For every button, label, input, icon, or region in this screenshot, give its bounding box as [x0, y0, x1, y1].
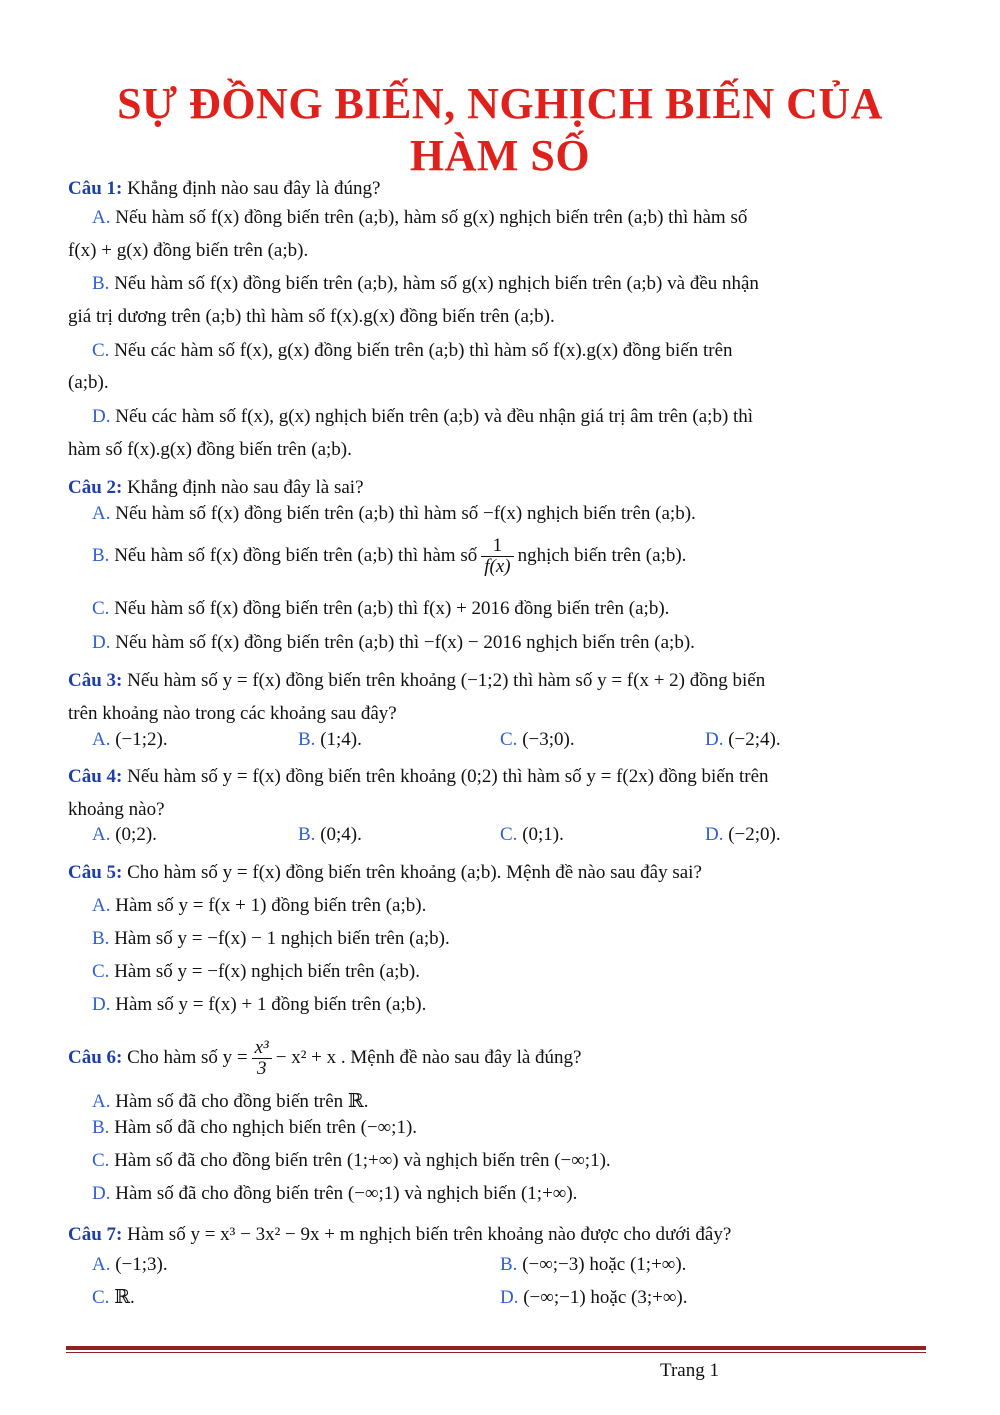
q3-option-d[interactable]	[705, 727, 781, 753]
q1-label: Câu 1:	[68, 178, 123, 199]
q1-option-d-cont: hàm số f(x).g(x) đồng biến trên (a;b).	[68, 439, 352, 460]
q1-option-b[interactable]	[92, 271, 759, 297]
q4-stem-cont: khoảng nào?	[68, 799, 165, 820]
q1-c-text: Nếu các hàm số f(x), g(x) đồng biến trên (a;b) thì hàm số f(x).g(x) đồng biến trên	[114, 340, 733, 361]
q6-d-label: D.	[92, 1183, 111, 1204]
q6-c-label: C.	[92, 1150, 110, 1171]
q3-c-label: C.	[500, 729, 518, 750]
q1-d-text: Nếu các hàm số f(x), g(x) nghịch biến trên (a;b) và đều nhận giá trị âm trên (a;b) thì	[115, 406, 754, 427]
q5-option-c[interactable]	[92, 959, 420, 985]
q3-d-text: (−2;4).	[728, 729, 781, 750]
q3-stem-text: Nếu hàm số y = f(x) đồng biến trên khoảng (−1;2) thì hàm số y = f(x + 2) đồng biến	[127, 670, 766, 691]
q2-b-text-post: nghịch biến trên (a;b).	[517, 545, 687, 566]
q4-d-text: (−2;0).	[728, 824, 781, 845]
q4-b-label: B.	[298, 824, 316, 845]
q2-d-text: Nếu hàm số f(x) đồng biến trên (a;b) thì −f(x) − 2016 nghịch biến trên (a;b).	[115, 632, 695, 653]
q4-stem-text: Nếu hàm số y = f(x) đồng biến trên khoảng (0;2) thì hàm số y = f(2x) đồng biến trên	[127, 766, 769, 787]
q6-stem-post: − x² + x . Mệnh đề nào sau đây là đúng?	[275, 1047, 582, 1068]
q2-stem	[68, 475, 364, 501]
q4-label: Câu 4:	[68, 766, 123, 787]
q5-stem-text: Cho hàm số y = f(x) đồng biến trên khoảng (a;b). Mệnh đề nào sau đây sai?	[127, 862, 702, 883]
q6-option-b[interactable]	[92, 1115, 417, 1141]
q7-option-a[interactable]	[92, 1252, 168, 1278]
q6-a-text: Hàm số đã cho đồng biến trên ℝ.	[115, 1091, 369, 1112]
q5-option-a[interactable]	[92, 893, 426, 919]
q6-label: Câu 6:	[68, 1047, 123, 1068]
q4-b-text: (0;4).	[320, 824, 362, 845]
q7-b-text: (−∞;−3) hoặc (1;+∞).	[522, 1254, 687, 1275]
q2-option-c[interactable]	[92, 596, 669, 622]
q6-stem-pre: Cho hàm số y =	[127, 1047, 248, 1068]
q3-a-text: (−1;2).	[115, 729, 168, 750]
q5-b-text: Hàm số y = −f(x) − 1 nghịch biến trên (a;b).	[114, 928, 450, 949]
q5-option-d[interactable]	[92, 992, 426, 1018]
q3-d-label: D.	[705, 729, 724, 750]
q4-stem	[68, 764, 769, 790]
q3-option-b[interactable]	[298, 727, 362, 753]
q1-option-c-cont: (a;b).	[68, 372, 109, 393]
q7-b-label: B.	[500, 1254, 518, 1275]
q1-option-c[interactable]	[92, 338, 733, 364]
q7-option-b[interactable]	[500, 1252, 686, 1278]
q6-frac-num: x³	[252, 1038, 272, 1059]
q3-c-text: (−3;0).	[522, 729, 575, 750]
q2-b-text-pre: Nếu hàm số f(x) đồng biến trên (a;b) thì hàm số	[114, 545, 478, 566]
q6-b-text: Hàm số đã cho nghịch biến trên (−∞;1).	[114, 1117, 418, 1138]
q6-d-text: Hàm số đã cho đồng biến trên (−∞;1) và nghịch biến (1;+∞).	[115, 1183, 578, 1204]
q6-option-d[interactable]	[92, 1181, 577, 1207]
q2-b-frac-den: f(x)	[484, 556, 511, 578]
q2-option-b[interactable]	[92, 536, 686, 577]
footer-divider-thin	[66, 1352, 926, 1353]
q7-option-c[interactable]	[92, 1285, 135, 1311]
q2-option-d[interactable]	[92, 630, 695, 656]
q7-a-label: A.	[92, 1254, 111, 1275]
q2-b-frac-num: 1	[481, 536, 513, 557]
q7-label: Câu 7:	[68, 1224, 123, 1245]
q5-c-label: C.	[92, 961, 110, 982]
q1-option-b-cont: giá trị dương trên (a;b) thì hàm số f(x).g(x) đồng biến trên (a;b).	[68, 306, 555, 327]
q4-option-d[interactable]	[705, 822, 781, 848]
q5-option-b[interactable]	[92, 926, 450, 952]
q3-stem-cont: trên khoảng nào trong các khoảng sau đây?	[68, 703, 397, 724]
q2-c-label: C.	[92, 598, 110, 619]
q1-b-text: Nếu hàm số f(x) đồng biến trên (a;b), hàm số g(x) nghịch biến trên (a;b) và đều nhận	[114, 273, 759, 294]
q6-fraction	[252, 1038, 272, 1079]
footer-divider-thick	[66, 1346, 926, 1350]
q3-option-c[interactable]	[500, 727, 575, 753]
q6-c-text: Hàm số đã cho đồng biến trên (1;+∞) và nghịch biến trên (−∞;1).	[114, 1150, 611, 1171]
q7-c-label: C.	[92, 1287, 110, 1308]
q4-c-label: C.	[500, 824, 518, 845]
q2-d-label: D.	[92, 632, 111, 653]
q3-stem	[68, 668, 765, 694]
q7-stem-text: Hàm số y = x³ − 3x² − 9x + m nghịch biến trên khoảng nào được cho dưới đây?	[127, 1224, 732, 1245]
q7-d-text: (−∞;−1) hoặc (3;+∞).	[523, 1287, 688, 1308]
q7-option-d[interactable]	[500, 1285, 687, 1311]
q5-label: Câu 5:	[68, 862, 123, 883]
q4-d-label: D.	[705, 824, 724, 845]
q1-option-d[interactable]	[92, 404, 753, 430]
q6-a-label: A.	[92, 1091, 111, 1112]
q1-stem	[68, 176, 380, 202]
q2-b-label: B.	[92, 545, 110, 566]
q4-option-a[interactable]	[92, 822, 157, 848]
q1-c-label: C.	[92, 340, 110, 361]
q1-stem-text: Khẳng định nào sau đây là đúng?	[127, 178, 381, 199]
q7-a-text: (−1;3).	[115, 1254, 168, 1275]
q3-option-a[interactable]	[92, 727, 168, 753]
q5-c-text: Hàm số y = −f(x) nghịch biến trên (a;b).	[114, 961, 421, 982]
q1-a-label: A.	[92, 207, 111, 228]
q5-d-text: Hàm số y = f(x) + 1 đồng biến trên (a;b).	[115, 994, 427, 1015]
q5-a-label: A.	[92, 895, 111, 916]
q2-c-text: Nếu hàm số f(x) đồng biến trên (a;b) thì f(x) + 2016 đồng biến trên (a;b).	[114, 598, 670, 619]
q5-d-label: D.	[92, 994, 111, 1015]
q2-option-a[interactable]	[92, 501, 696, 527]
q3-b-text: (1;4).	[320, 729, 362, 750]
q6-option-a[interactable]	[92, 1089, 368, 1115]
q3-label: Câu 3:	[68, 670, 123, 691]
page-number: Trang 1	[660, 1360, 719, 1381]
q3-a-label: A.	[92, 729, 111, 750]
q1-d-label: D.	[92, 406, 111, 427]
q2-a-label: A.	[92, 503, 111, 524]
page-title-line-1: SỰ ĐỒNG BIẾN, NGHỊCH BIẾN CỦA	[117, 79, 883, 128]
q4-option-b[interactable]	[298, 822, 362, 848]
q7-d-label: D.	[500, 1287, 519, 1308]
q7-stem	[68, 1222, 731, 1248]
q2-stem-text: Khẳng định nào sau đây là sai?	[127, 477, 364, 498]
q4-option-c[interactable]	[500, 822, 564, 848]
q6-stem	[68, 1036, 582, 1080]
q4-a-label: A.	[92, 824, 111, 845]
q2-label: Câu 2:	[68, 477, 123, 498]
page-title-line-2: HÀM SỐ	[409, 131, 591, 180]
q1-option-a-cont: f(x) + g(x) đồng biến trên (a;b).	[68, 240, 309, 261]
q6-frac-den: 3	[256, 1058, 267, 1080]
q1-b-label: B.	[92, 273, 110, 294]
q5-b-label: B.	[92, 928, 110, 949]
q4-a-text: (0;2).	[115, 824, 157, 845]
q3-b-label: B.	[298, 729, 316, 750]
q1-option-a[interactable]	[92, 205, 747, 231]
q4-c-text: (0;1).	[522, 824, 564, 845]
q6-b-label: B.	[92, 1117, 110, 1138]
q5-a-text: Hàm số y = f(x + 1) đồng biến trên (a;b).	[115, 895, 427, 916]
q5-stem	[68, 860, 702, 886]
q2-a-text: Nếu hàm số f(x) đồng biến trên (a;b) thì hàm số −f(x) nghịch biến trên (a;b).	[115, 503, 696, 524]
q1-a-text: Nếu hàm số f(x) đồng biến trên (a;b), hàm số g(x) nghịch biến trên (a;b) thì hàm số	[115, 207, 748, 228]
q6-option-c[interactable]	[92, 1148, 611, 1174]
q7-c-text: ℝ.	[114, 1287, 135, 1308]
q2-b-fraction	[481, 536, 513, 577]
